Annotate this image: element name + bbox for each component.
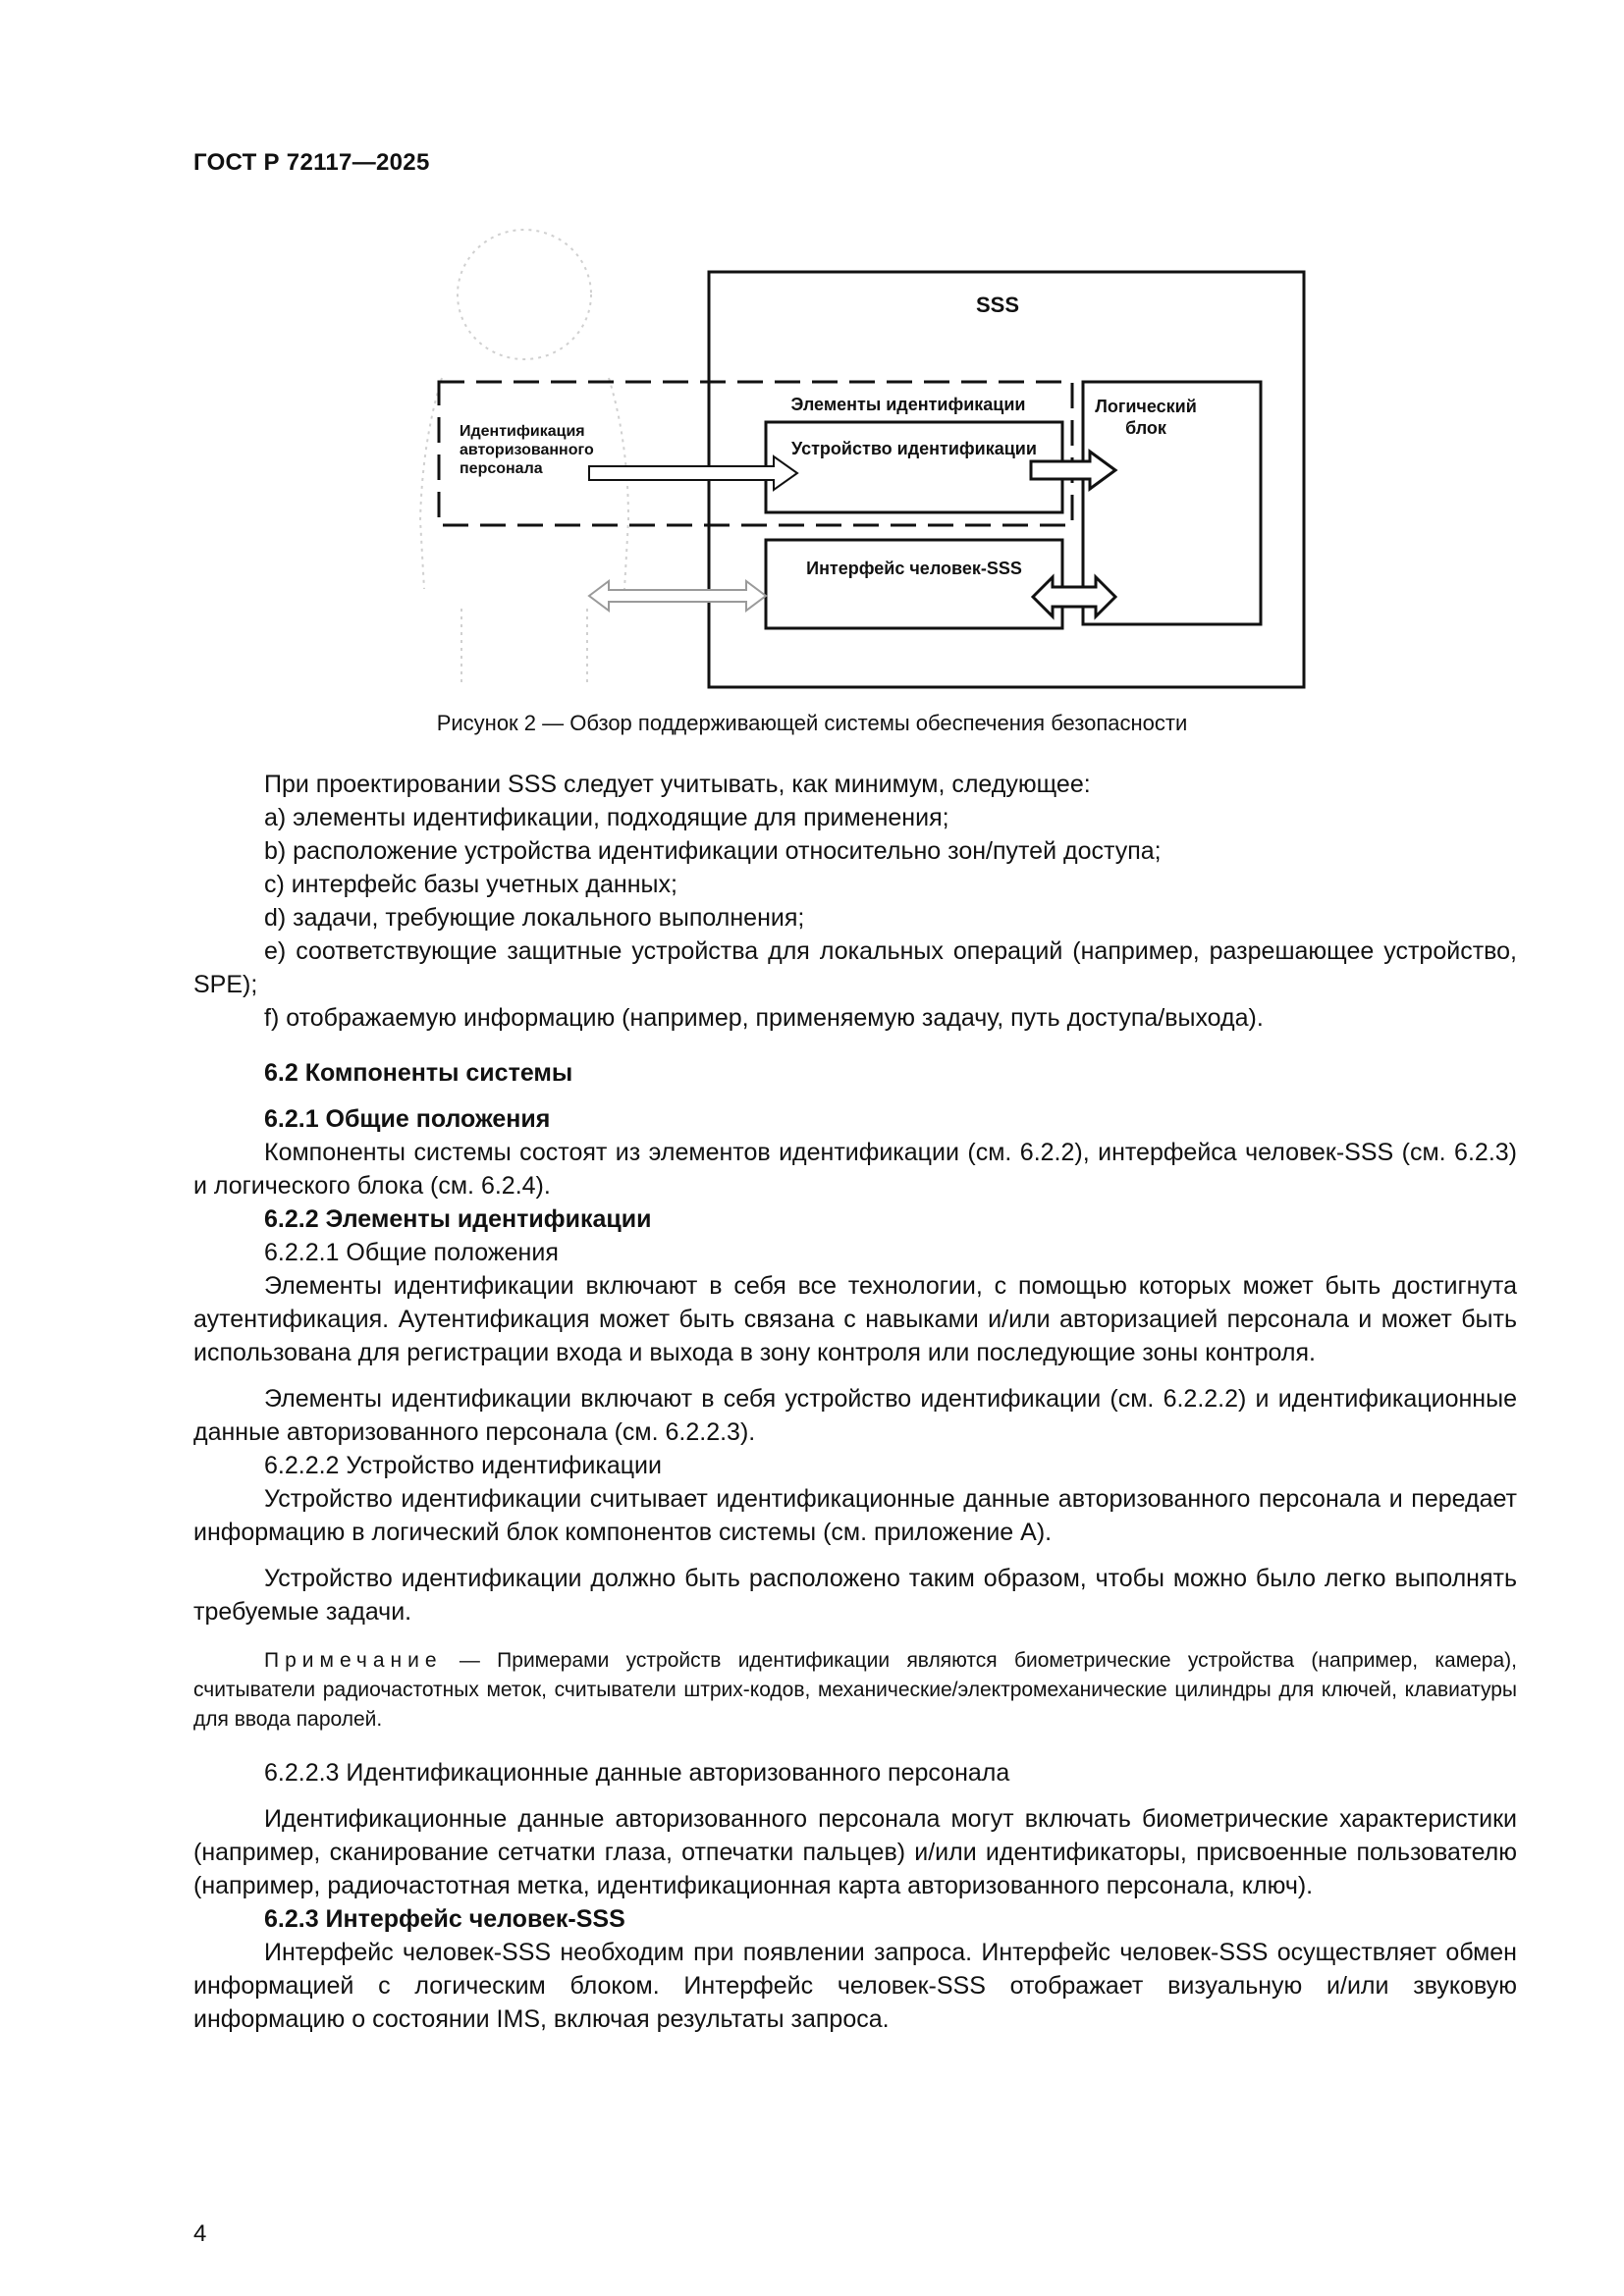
person-identification-line3: персонала [460,460,543,477]
figure-caption: Рисунок 2 — Обзор поддерживающей системы обеспечения безопасности [436,711,1188,735]
paragraph: Интерфейс человек-SSS необходим при появлении запроса. Интерфейс человек-SSS осуществляет обмен информацией с логическим блоком. Интерфейс человек-SSS отображает визуальную и/или звуковую информацию о состоянии IMS, включая результаты запроса. [193,1939,1517,2033]
section-heading-6-2-2-3: 6.2.2.3 Идентификационные данные авторизованного персонала [264,1759,1010,1787]
section-heading-6-2-2-1: 6.2.2.1 Общие положения [264,1239,559,1266]
section-heading-6-2-3: 6.2.3 Интерфейс человек-SSS [264,1905,625,1933]
paragraph: Идентификационные данные авторизованного персонала могут включать биометрические характеристики (например, сканирование сетчатки глаза, отпечатки пальцев) и/или идентификаторы, присвоенные пользователю (например, радиочастотная метка, идентификационная карта авторизованного персонала, ключ). [193,1805,1517,1899]
person-silhouette-icon [420,230,628,687]
note-paragraph [193,1646,1517,1735]
list-item: d) задачи, требующие локального выполнения; [264,904,805,932]
paragraph: Компоненты системы состоят из элементов идентификации (см. 6.2.2), интерфейса человек-SSS (см. 6.2.3) и логического блока (см. 6.2.4). [193,1139,1517,1200]
section-heading-6-2-2-2: 6.2.2.2 Устройство идентификации [264,1452,662,1479]
section-heading-6-2: 6.2 Компоненты системы [264,1059,573,1087]
list-item: c) интерфейс базы учетных данных; [264,871,677,898]
arrow-person-interface-bidirectional [589,581,766,611]
human-sss-interface-label: Интерфейс человек-SSS [806,559,1022,578]
logic-block-label-line1: Логический [1095,397,1197,416]
arrow-interface-logic-bidirectional [1033,577,1115,616]
page-number: 4 [193,2220,207,2247]
sss-overview-diagram [0,0,1624,707]
logic-block-box [1083,382,1261,624]
list-item: e) соответствующие защитные устройства для локальных операций (например, разрешающее устройство, SPE); [193,937,1517,998]
document-code-header: ГОСТ Р 72117—2025 [193,149,430,176]
paragraph: Устройство идентификации должно быть расположено таким образом, чтобы можно было легко выполнять требуемые задачи. [193,1565,1517,1626]
section-heading-6-2-2: 6.2.2 Элементы идентификации [264,1205,652,1233]
paragraph: Элементы идентификации включают в себя устройство идентификации (см. 6.2.2.2) и идентификационные данные авторизованного персонала (см. 6.2.2.3). [193,1385,1517,1446]
section-heading-6-2-1: 6.2.1 Общие положения [264,1105,551,1133]
note-label: Примечание [264,1649,443,1672]
list-item: а) элементы идентификации, подходящие для применения; [264,804,949,831]
person-identification-line2: авторизованного [460,442,594,458]
document-body [193,768,1517,2036]
paragraph: Устройство идентификации считывает идентификационные данные авторизованного персонала и передает информацию в логический блок компонентов системы (см. приложение А). [193,1485,1517,1546]
note-text: — Примерами устройств идентификации являются биометрические устройства (например, камера), считыватели радиочастотных меток, считыватели штрих-кодов, механические/электромеханические цилиндры для ключей, клавиатуры для ввода паролей. [193,1649,1517,1731]
paragraph: Элементы идентификации включают в себя все технологии, с помощью которых может быть достигнута аутентификация. Аутентификация может быть связана с навыками и/или авторизацией персонала и может быть использована для регистрации входа и выхода в зону контроля или последующие зоны контроля. [193,1272,1517,1366]
human-sss-interface-box [766,540,1062,628]
identification-elements-label: Элементы идентификации [790,395,1026,414]
intro-paragraph: При проектировании SSS следует учитывать, как минимум, следующее: [264,771,1091,798]
identification-device-label: Устройство идентификации [791,439,1037,458]
list-item: b) расположение устройства идентификации относительно зон/путей доступа; [264,837,1162,865]
person-identification-line1: Идентификация [460,423,585,440]
logic-block-label-line2: блок [1125,418,1166,438]
identification-device-box [766,422,1062,512]
sss-label: SSS [975,293,1020,317]
list-item: f) отображаемую информацию (например, применяемую задачу, путь доступа/выхода). [264,1004,1264,1032]
